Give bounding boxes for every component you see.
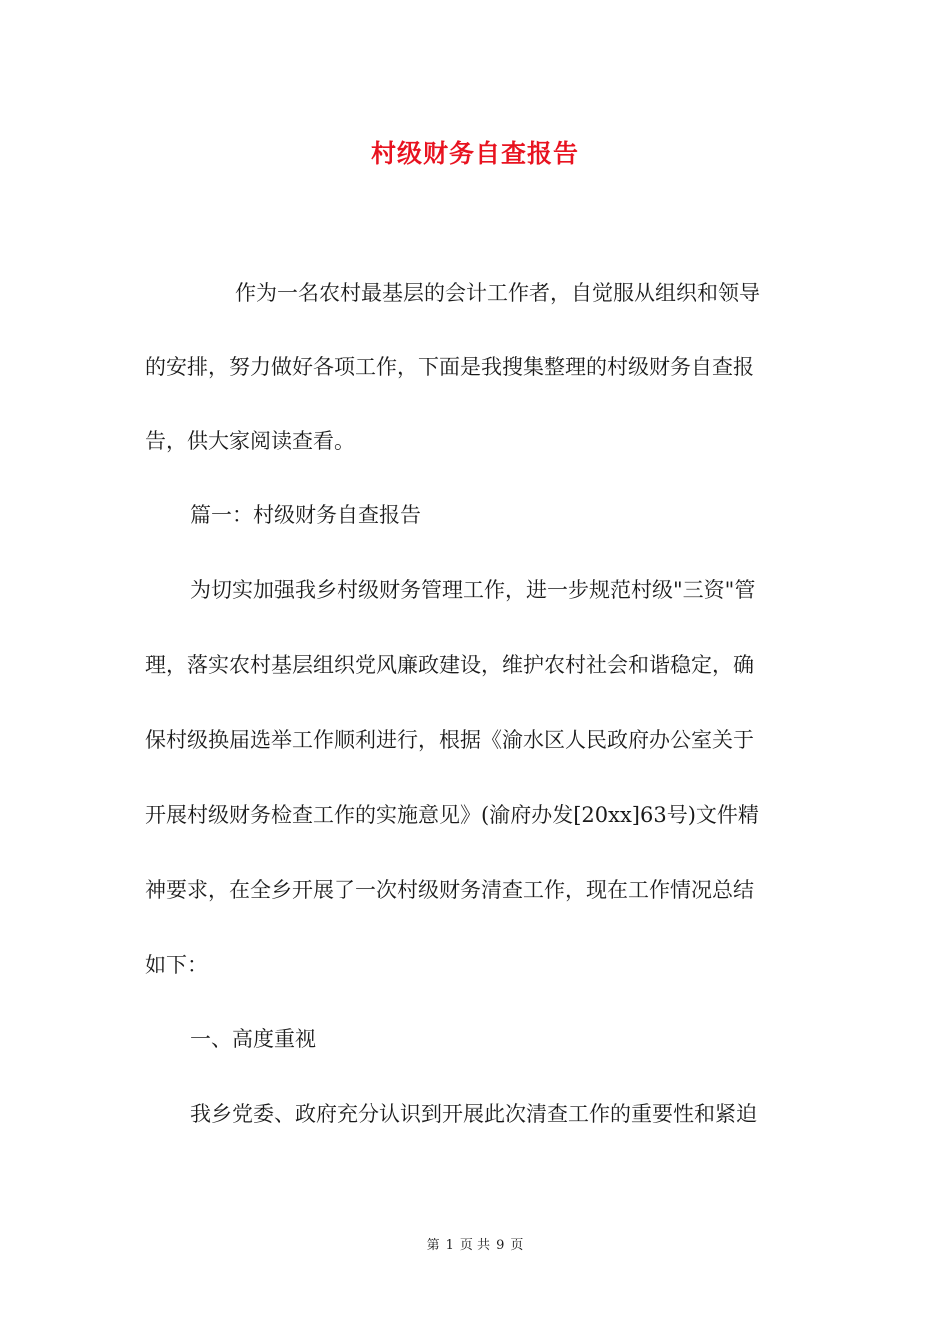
footer-page-number: 1 (445, 1238, 454, 1253)
paragraph-line: 为切实加强我乡村级财务管理工作，进一步规范村级"三资"管 (190, 578, 756, 602)
paragraph-line: 保村级换届选举工作顺利进行，根据《渝水区人民政府办公室关于 (145, 728, 754, 752)
paragraph-line: 我乡党委、政府充分认识到开展此次清查工作的重要性和紧迫 (190, 1102, 757, 1126)
section-heading: 篇一：村级财务自查报告 (190, 503, 421, 527)
footer-total-pages: 9 (496, 1238, 505, 1253)
footer-suffix: 页 (510, 1238, 524, 1253)
page-title: 村级财务自查报告 (370, 139, 579, 168)
paragraph-line: 神要求，在全乡开展了一次村级财务清查工作，现在工作情况总结 (145, 878, 754, 902)
page-footer (0, 1237, 950, 1255)
paragraph-line: 如下： (145, 953, 208, 977)
footer-prefix: 第 (426, 1238, 440, 1253)
paragraph-line: 告，供大家阅读查看。 (145, 429, 355, 453)
paragraph-line: 的安排，努力做好各项工作，下面是我搜集整理的村级财务自查报 (145, 355, 754, 379)
footer-middle: 页 共 (459, 1238, 491, 1253)
paragraph-line: 作为一名农村最基层的会计工作者，自觉服从组织和领导 (235, 281, 760, 305)
paragraph-line: 开展村级财务检查工作的实施意见》(渝府办发[20xx]63号)文件精 (145, 803, 759, 827)
section-heading: 一、高度重视 (190, 1027, 316, 1051)
paragraph-line: 理，落实农村基层组织党风廉政建设，维护农村社会和谐稳定，确 (145, 653, 754, 677)
